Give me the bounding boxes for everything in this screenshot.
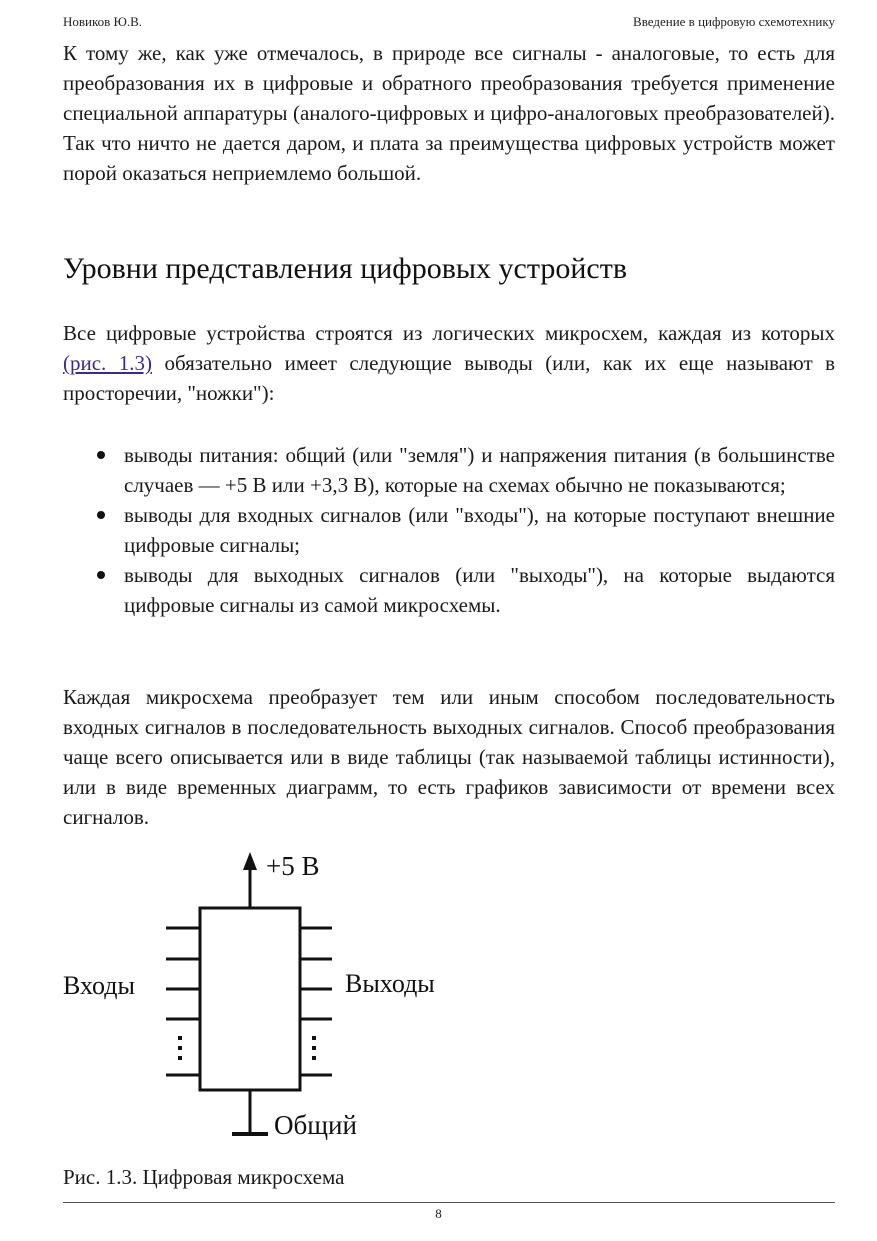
chip-body — [200, 908, 300, 1090]
section-paragraph-text-start: Все цифровые устройства строятся из логических микросхем, каждая из которых — [63, 321, 835, 345]
running-header — [63, 14, 835, 34]
header-book-title: Введение в цифровую схемотехнику — [633, 14, 835, 29]
power-label: +5 В — [266, 851, 320, 881]
input-ellipsis-icon — [178, 1036, 182, 1060]
bullet-icon — [97, 511, 105, 519]
figure-caption: Рис. 1.3. Цифровая микросхема — [63, 1165, 345, 1189]
list-item-text: выводы для входных сигналов (или "входы"), на которые поступают внешние цифровые сигналы; — [124, 503, 835, 557]
list-item — [124, 560, 835, 620]
section-heading: Уровни представления цифровых устройств — [63, 252, 627, 285]
section-paragraph — [63, 318, 835, 408]
bullet-icon — [97, 451, 105, 459]
header-author: Новиков Ю.В. — [63, 14, 143, 29]
pin-types-list — [124, 440, 835, 620]
output-ellipsis-icon — [312, 1036, 316, 1060]
list-item-text: выводы питания: общий (или "земля") и напряжения питания (в большинстве случаев — +5 В или +3,3 В), которые на схемах обычно не показываются; — [124, 443, 835, 497]
power-arrow-icon — [243, 852, 257, 870]
section-paragraph-text-end: обязательно имеет следующие выводы (или, как их еще называют в просторечии, "ножки"): — [63, 351, 835, 405]
list-item-text: выводы для выходных сигналов (или "выходы"), на которые выдаются цифровые сигналы из самой микросхемы. — [124, 563, 835, 617]
ground-label: Общий — [274, 1110, 357, 1140]
figure-reference-link[interactable]: (рис. 1.3) — [63, 351, 152, 375]
closing-paragraph: Каждая микросхема преобразует тем или иным способом последовательность входных сигналов в последовательность выходных сигналов. Способ преобразования чаще всего описывается или в виде таблицы (так называемой таблицы истинности), или в виде временных диаграмм, то есть графиков зависимости от времени всех сигналов. — [63, 685, 835, 829]
inputs-label: Входы — [63, 971, 135, 1000]
bullet-icon — [97, 571, 105, 579]
list-item — [124, 440, 835, 500]
page-number: 8 — [435, 1206, 442, 1221]
intro-paragraph: К тому же, как уже отмечалось, в природе все сигналы - аналоговые, то есть для преобразования их в цифровые и обратного преобразования требуется применение специальной аппаратуры (аналого-цифровых и цифро-аналоговых преобразователей). Так что ничто не дается даром, и плата за преимущества цифровых устройств может порой оказаться неприемлемо большой. — [63, 41, 835, 185]
list-item — [124, 500, 835, 560]
chip-diagram — [60, 848, 480, 1148]
outputs-label: Выходы — [345, 969, 435, 998]
footer-divider — [63, 1202, 835, 1203]
